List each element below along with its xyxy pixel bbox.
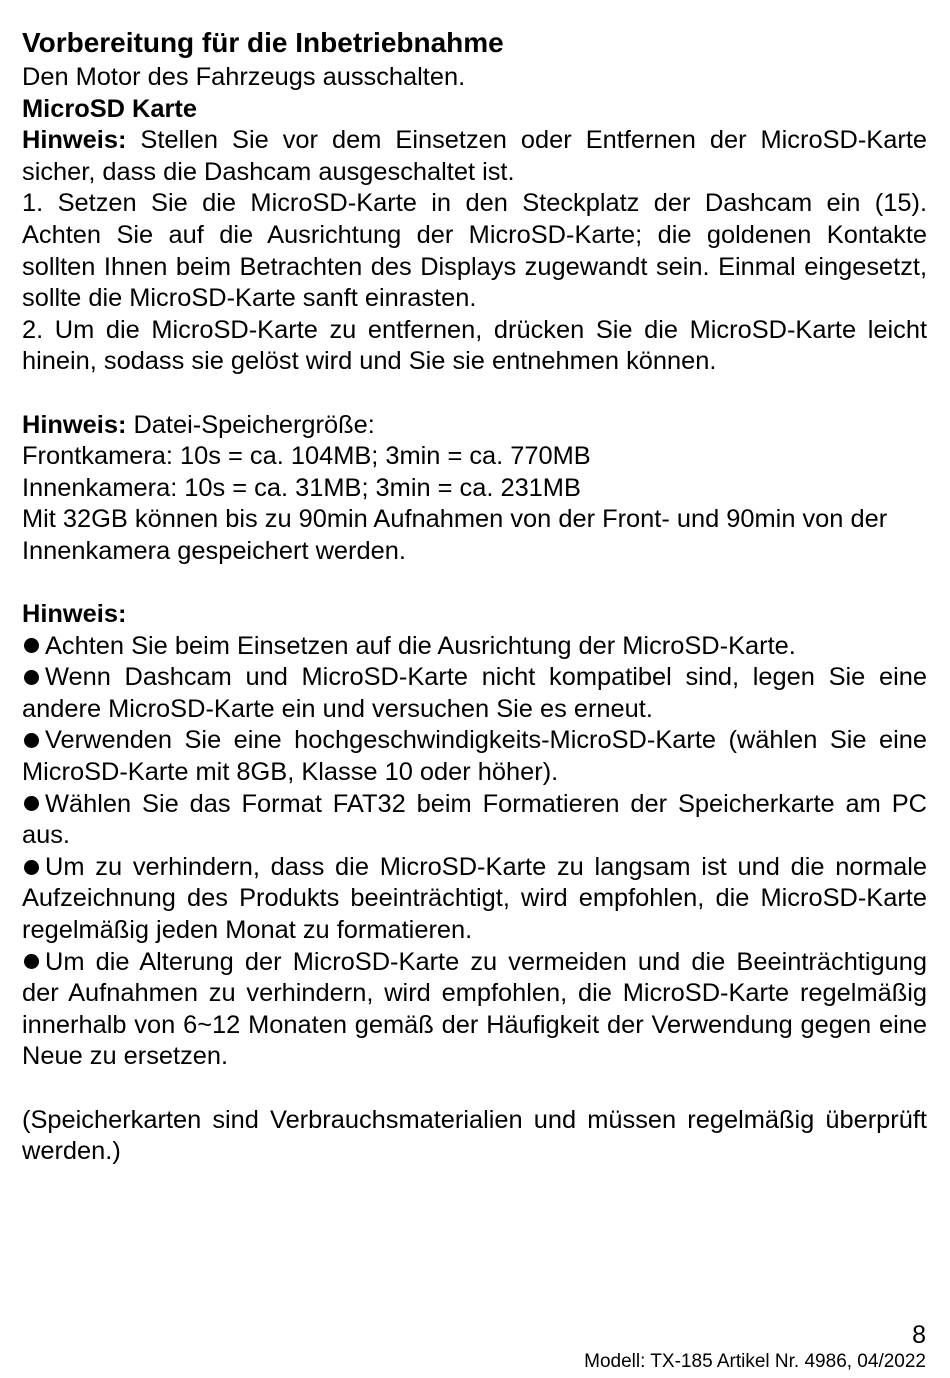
bullet-icon [24, 860, 39, 875]
bullet-icon [24, 954, 39, 969]
bullet-text: Um zu verhindern, dass die MicroSD-Karte zu langsam ist und die normale Aufzeichnung des Produkts beeinträchtigt, wird empfohlen, die MicroSD-Karte regelmäßig jeden Monat zu formatieren. [22, 852, 927, 945]
model-info: Modell: TX-185 Artikel Nr. 4986, 04/2022 [584, 1351, 926, 1372]
filesize-note-text: Datei-Speichergröße: [126, 410, 375, 439]
bullet-icon [24, 638, 39, 653]
bullet-text: Verwenden Sie eine hochgeschwindigkeits-MicroSD-Karte (wählen Sie eine MicroSD-Karte mit 8GB, Klasse 10 oder höher). [22, 726, 927, 787]
bullet-text: Um die Alterung der MicroSD-Karte zu vermeiden und die Beeinträchtigung der Aufnahmen zu verhindern, wird empfohlen, die MicroSD-Karte regelmäßig innerhalb von 6~12 Monaten gemäß der Häufigkeit der Verwendung gegen eine Neue zu ersetzen. [22, 947, 927, 1071]
microsd-note [22, 125, 927, 188]
microsd-note-text: Stellen Sie vor dem Einsetzen oder Entfernen der MicroSD-Karte sicher, dass die Dashcam ausgeschaltet ist. [22, 126, 927, 186]
bullet-icon [24, 733, 39, 748]
closing-text: (Speicherkarten sind Verbrauchsmaterialien und müssen regelmäßig überprüft werden.) [22, 1105, 927, 1166]
bullet-icon [24, 796, 39, 811]
spacer [22, 568, 927, 600]
intro-text: Den Motor des Fahrzeugs ausschalten. [22, 63, 466, 91]
microsd-title: MicroSD Karte [22, 94, 197, 123]
bullet-text: Achten Sie beim Einsetzen auf die Ausrichtung der MicroSD-Karte. [45, 631, 796, 660]
bullet-text: Wählen Sie das Format FAT32 beim Formatieren der Speicherkarte am PC aus. [22, 789, 927, 850]
list-item [22, 662, 927, 725]
microsd-note-label: Hinweis: [22, 126, 127, 155]
microsd-step-1: 1. Setzen Sie die MicroSD-Karte in den Steckplatz der Dashcam ein (15). Achten Sie auf die Ausrichtung der MicroSD-Karte; die goldenen Kontakte sollten Ihnen beim Betrachten des Displays zugewandt sein. Einmal eingesetzt, sollte die MicroSD-Karte sanft einrasten. [22, 189, 927, 313]
bullet-text: Wenn Dashcam und MicroSD-Karte nicht kompatibel sind, legen Sie eine andere MicroSD-Karte ein und versuchen Sie es erneut. [22, 663, 927, 723]
list-item [22, 631, 927, 663]
filesize-note-label: Hinweis: [22, 410, 127, 439]
filesize-inner: Innenkamera: 10s = ca. 31MB; 3min = ca. 231MB [22, 473, 581, 502]
page-number: 8 [912, 1321, 926, 1349]
filesize-capacity: Mit 32GB können bis zu 90min Aufnahmen von der Front- und 90min von der Innenkamera gespeichert werden. [22, 505, 888, 565]
spacer [22, 1073, 927, 1105]
filesize-note [22, 410, 927, 442]
list-item [22, 947, 927, 1073]
microsd-step-2: 2. Um die MicroSD-Karte zu entfernen, drücken Sie die MicroSD-Karte leicht hinein, sodass sie gelöst wird und Sie sie entnehmen können. [22, 315, 927, 376]
list-item [22, 789, 927, 852]
list-item [22, 852, 927, 947]
notes-label: Hinweis: [22, 600, 127, 629]
filesize-front: Frontkamera: 10s = ca. 104MB; 3min = ca. 770MB [22, 442, 591, 471]
document-page [22, 26, 927, 1168]
spacer [22, 378, 927, 410]
list-item [22, 725, 927, 788]
page-heading: Vorbereitung für die Inbetriebnahme [22, 27, 504, 58]
bullet-icon [24, 670, 39, 685]
